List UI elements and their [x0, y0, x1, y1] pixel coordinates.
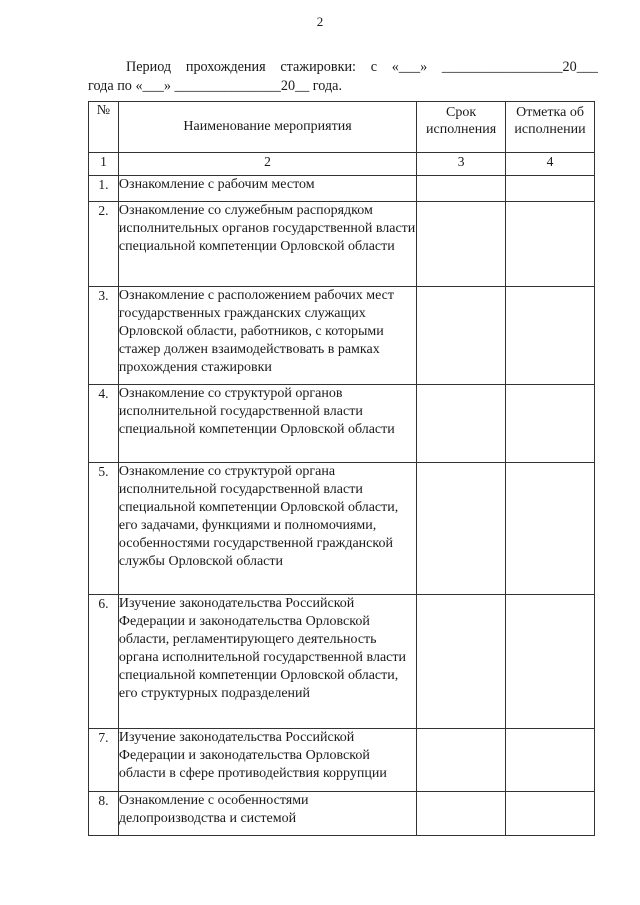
column-index: 3 [417, 153, 506, 176]
completion-mark-cell[interactable] [506, 463, 595, 595]
row-number: 7. [89, 729, 119, 792]
activity-name: Ознакомление с расположением рабочих мест государственных гражданских служащих Орловской области, работников, с которыми стажер должен взаимодействовать в рамках прохождения стажировки [118, 287, 416, 385]
table-row [89, 595, 595, 729]
row-number: 4. [89, 385, 119, 463]
completion-mark-cell[interactable] [506, 729, 595, 792]
internship-period [88, 58, 598, 96]
period-line-2: года по «___» _______________20__ года. [88, 78, 343, 94]
completion-mark-cell[interactable] [506, 176, 595, 202]
activity-name: Изучение законодательства Российской Федерации и законодательства Орловской области, регламентирующего деятельность органа исполнительной государственной власти специальной компетенции Орловской области, его структурных подразделений [118, 595, 416, 729]
completion-mark-cell[interactable] [506, 792, 595, 836]
activity-name: Ознакомление с особенностями делопроизводства и системой [118, 792, 416, 836]
column-index-row [89, 153, 595, 176]
header-deadline: Срок исполнения [417, 102, 506, 153]
deadline-cell[interactable] [417, 202, 506, 287]
row-number: 8. [89, 792, 119, 836]
column-index: 4 [506, 153, 595, 176]
completion-mark-cell[interactable] [506, 595, 595, 729]
header-completion-mark: Отметка об исполнении [506, 102, 595, 153]
row-number: 6. [89, 595, 119, 729]
completion-mark-cell[interactable] [506, 202, 595, 287]
deadline-cell[interactable] [417, 287, 506, 385]
activity-name: Изучение законодательства Российской Федерации и законодательства Орловской области в сфере противодействия коррупции [118, 729, 416, 792]
table-row [89, 463, 595, 595]
deadline-cell[interactable] [417, 463, 506, 595]
activity-name: Ознакомление с рабочим местом [118, 176, 416, 202]
page-number: 2 [316, 14, 324, 29]
table-row [89, 385, 595, 463]
deadline-cell[interactable] [417, 385, 506, 463]
deadline-cell[interactable] [417, 729, 506, 792]
deadline-cell[interactable] [417, 176, 506, 202]
table-row [89, 729, 595, 792]
table-row [89, 792, 595, 836]
table-row [89, 176, 595, 202]
period-line-1: Период прохождения стажировки: с «___» _________________20___ [126, 59, 598, 75]
deadline-cell[interactable] [417, 595, 506, 729]
table-header-row [89, 102, 595, 153]
table-row [89, 202, 595, 287]
column-index: 1 [89, 153, 119, 176]
internship-plan-table [88, 101, 595, 836]
header-activity-name: Наименование мероприятия [118, 102, 416, 153]
deadline-cell[interactable] [417, 792, 506, 836]
activity-name: Ознакомление со структурой органов исполнительной государственной власти специальной компетенции Орловской области [118, 385, 416, 463]
completion-mark-cell[interactable] [506, 385, 595, 463]
table-row [89, 287, 595, 385]
row-number: 1. [89, 176, 119, 202]
row-number: 2. [89, 202, 119, 287]
completion-mark-cell[interactable] [506, 287, 595, 385]
activity-name: Ознакомление со структурой органа исполнительной государственной власти специальной компетенции Орловской области, его задачами, функциями и полномочиями, особенностями государственной гражданской службы Орловской области [118, 463, 416, 595]
activity-name: Ознакомление со служебным распорядком исполнительных органов государственной власти специальной компетенции Орловской области [118, 202, 416, 287]
row-number: 3. [89, 287, 119, 385]
column-index: 2 [118, 153, 416, 176]
header-number: № [89, 102, 119, 153]
row-number: 5. [89, 463, 119, 595]
